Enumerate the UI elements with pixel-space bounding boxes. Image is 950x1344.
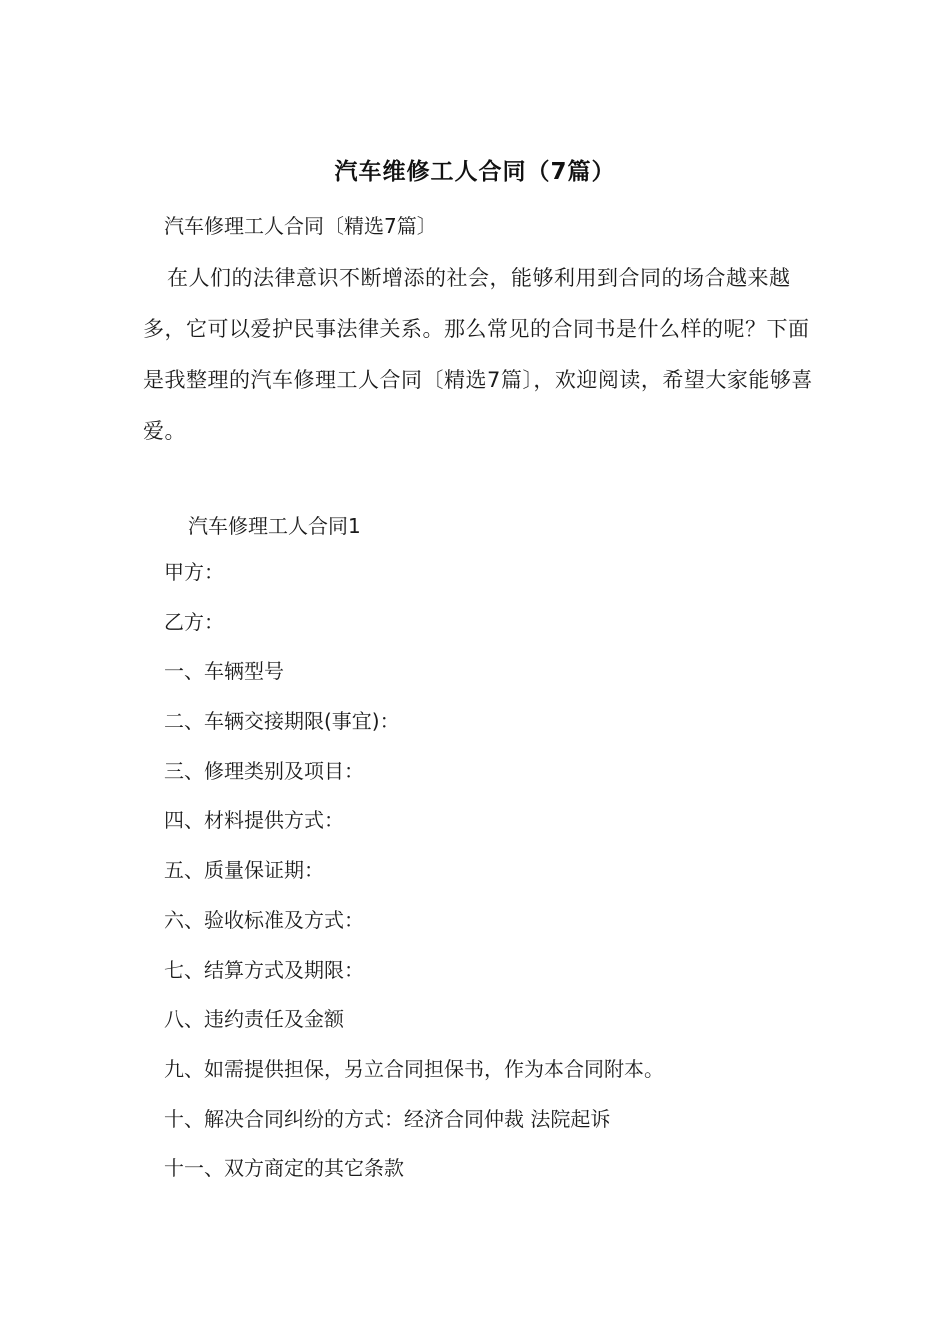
clause-repair-category: 三、修理类别及项目： <box>164 758 364 783</box>
clause-acceptance-standard: 六、验收标准及方式： <box>164 907 364 932</box>
document-subtitle: 汽车修理工人合同〔精选7篇〕 <box>164 214 437 238</box>
clause-vehicle-model: 一、车辆型号 <box>164 659 284 684</box>
document-title: 汽车维修工人合同（7篇） <box>334 159 616 185</box>
clause-party-b: 乙方： <box>164 609 224 634</box>
intro-paragraph: 在人们的法律意识不断增添的社会，能够利用到合同的场合越来越多，它可以爱护民事法律关系。那么常见的合同书是什么样的呢？下面是我整理的汽车修理工人合同〔精选7篇〕，欢迎阅读，希望大家能够喜爱。 <box>143 266 813 443</box>
clause-settlement: 七、结算方式及期限： <box>164 957 364 982</box>
clause-warranty-period: 五、质量保证期： <box>164 858 324 883</box>
clause-dispute-resolution: 十、解决合同纠纷的方式：经济合同仲裁 法院起诉 <box>164 1106 611 1131</box>
section-heading: 汽车修理工人合同1 <box>188 514 361 538</box>
clause-material-supply: 四、材料提供方式： <box>164 808 344 833</box>
clause-other-terms: 十一、双方商定的其它条款 <box>164 1156 404 1181</box>
clause-guarantee: 九、如需提供担保，另立合同担保书，作为本合同附本。 <box>164 1056 664 1081</box>
clause-party-a: 甲方： <box>164 560 224 584</box>
clause-breach-liability: 八、违约责任及金额 <box>164 1007 344 1032</box>
clause-handover-period: 二、车辆交接期限(事宜)： <box>164 709 400 734</box>
clause-list <box>164 557 844 1203</box>
